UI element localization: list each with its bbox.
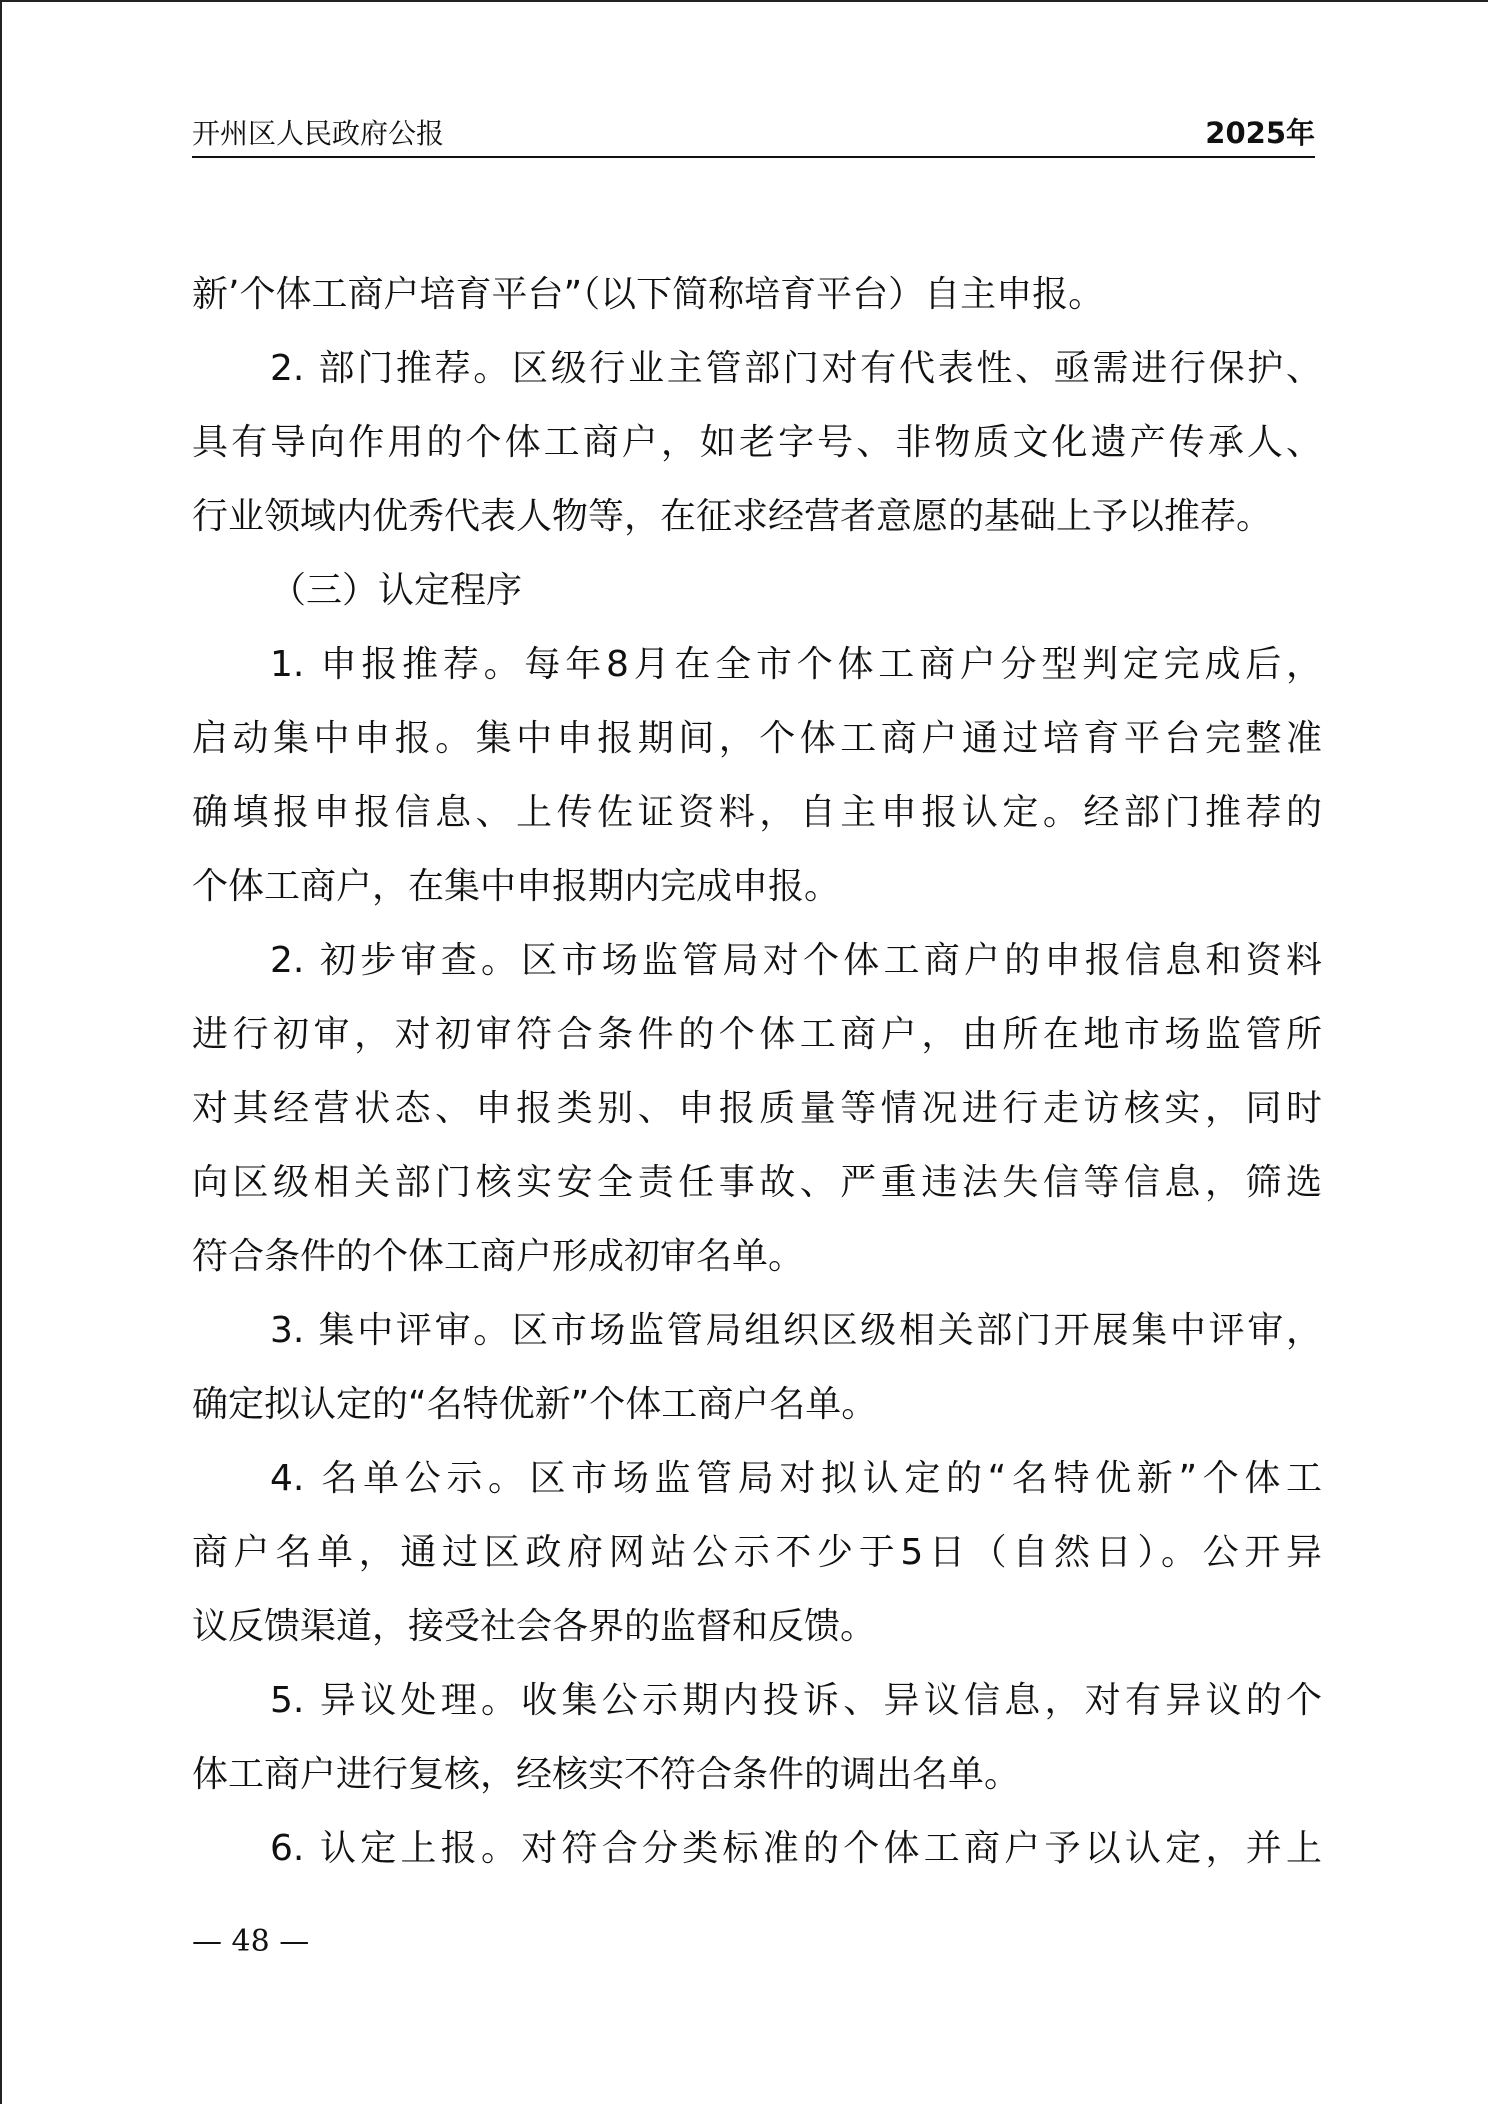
text-line: 1. 申报推荐。每年8月在全市个体工商户分型判定完成后，	[270, 644, 1322, 685]
text-line: 6. 认定上报。对符合分类标准的个体工商户予以认定，并上	[270, 1828, 1322, 1869]
text-line: 2. 部门推荐。区级行业主管部门对有代表性、亟需进行保护、	[270, 348, 1322, 389]
text-line: 个体工商户，在集中申报期内完成申报。	[192, 866, 841, 907]
text-line: 符合条件的个体工商户形成初审名单。	[192, 1236, 805, 1277]
gazette-title: 开州区人民政府公报	[192, 117, 445, 150]
text-line: 体工商户进行复核，经核实不符合条件的调出名单。	[192, 1754, 1021, 1795]
text-line: （三）认定程序	[270, 570, 523, 611]
text-line: 议反馈渠道，接受社会各界的监督和反馈。	[192, 1606, 877, 1647]
text-line: 4. 名单公示。区市场监管局对拟认定的“名特优新”个体工	[270, 1458, 1322, 1499]
text-line: 确填报申报信息、上传佐证资料，自主申报认定。经部门推荐的	[192, 792, 1322, 833]
gazette-year: 2025年	[1205, 116, 1315, 150]
text-line: 进行初审，对初审符合条件的个体工商户，由所在地市场监管所	[192, 1014, 1322, 1055]
text-line: 行业领域内优秀代表人物等，在征求经营者意愿的基础上予以推荐。	[192, 496, 1273, 537]
body-text	[192, 258, 1322, 1886]
text-line: 向区级相关部门核实安全责任事故、严重违法失信等信息，筛选	[192, 1162, 1322, 1203]
text-line: 新’个体工商户培育平台”（以下简称培育平台）自主申报。	[192, 274, 1105, 315]
text-line: 启动集中申报。集中申报期间，个体工商户通过培育平台完整准	[192, 718, 1322, 759]
page-number: — 48 —	[192, 1924, 310, 1959]
text-line: 确定拟认定的“名特优新”个体工商户名单。	[192, 1384, 878, 1425]
text-line: 对其经营状态、申报类别、申报质量等情况进行走访核实，同时	[192, 1088, 1322, 1129]
text-line: 商户名单，通过区政府网站公示不少于5日（自然日）。公开异	[192, 1532, 1322, 1573]
text-line: 2. 初步审查。区市场监管局对个体工商户的申报信息和资料	[270, 940, 1322, 981]
text-line: 具有导向作用的个体工商户，如老字号、非物质文化遗产传承人、	[192, 422, 1322, 463]
text-line: 3. 集中评审。区市场监管局组织区级相关部门开展集中评审，	[270, 1310, 1322, 1351]
text-line: 5. 异议处理。收集公示期内投诉、异议信息，对有异议的个	[270, 1680, 1322, 1721]
page-header	[192, 112, 1315, 158]
